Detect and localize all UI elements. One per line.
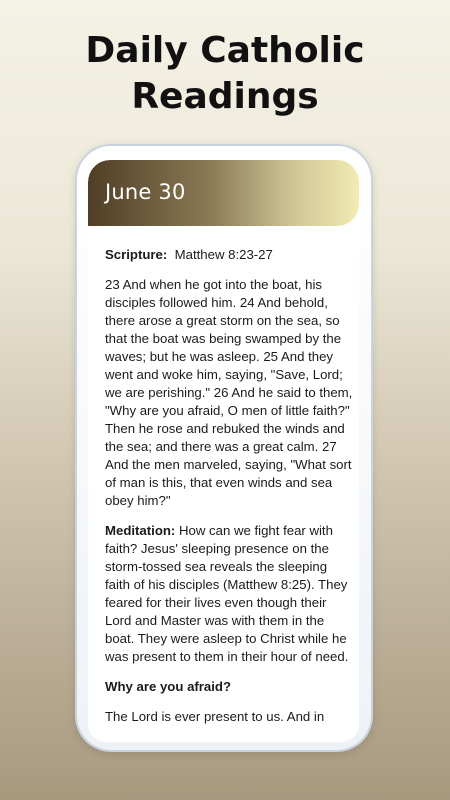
phone-screen xyxy=(88,160,359,742)
phone-frame xyxy=(77,146,371,750)
scripture-text: 23 And when he got into the boat, his disciples followed him. 24 And behold, there arose a great storm on the sea, so that the boat was being swamped by the waves; but he was asleep. 25 And they went and woke him, saying, "Save, Lord; we are perishing." 26 And he said to them, "Why are you afraid, O men of little faith?" Then he rose and rebuked the winds and the sea; and there was a great calm. 27 And the men marveled, saying, "What sort of man is this, that even winds and sea obey him?" xyxy=(105,277,353,508)
meditation-text: How can we fight fear with faith? Jesus' sleeping presence on the storm-tossed sea reveals the sleeping faith of his disciples (Matthew 8:25). They feared for their lives even though their Lord and Master was with them in the boat. They were asleep to Christ while he was present to them in their hour of need. xyxy=(105,523,349,664)
date-label: June 30 xyxy=(105,180,186,204)
meditation-label: Meditation: xyxy=(105,523,176,538)
scripture-ref: Matthew 8:23-27 xyxy=(174,247,273,262)
closing-text: The Lord is ever present to us. And in xyxy=(105,709,325,724)
scripture-reference xyxy=(105,246,353,264)
scripture-label: Scripture: xyxy=(105,247,168,262)
promo-title-line2: Readings xyxy=(131,76,319,117)
date-header xyxy=(88,160,359,226)
phone-side-button xyxy=(371,296,374,342)
meditation-paragraph xyxy=(105,522,353,666)
promo-title xyxy=(0,28,450,120)
promo-title-line1: Daily Catholic xyxy=(85,30,365,71)
reading-content[interactable] xyxy=(105,246,353,738)
question-heading: Why are you afraid? xyxy=(105,679,232,694)
